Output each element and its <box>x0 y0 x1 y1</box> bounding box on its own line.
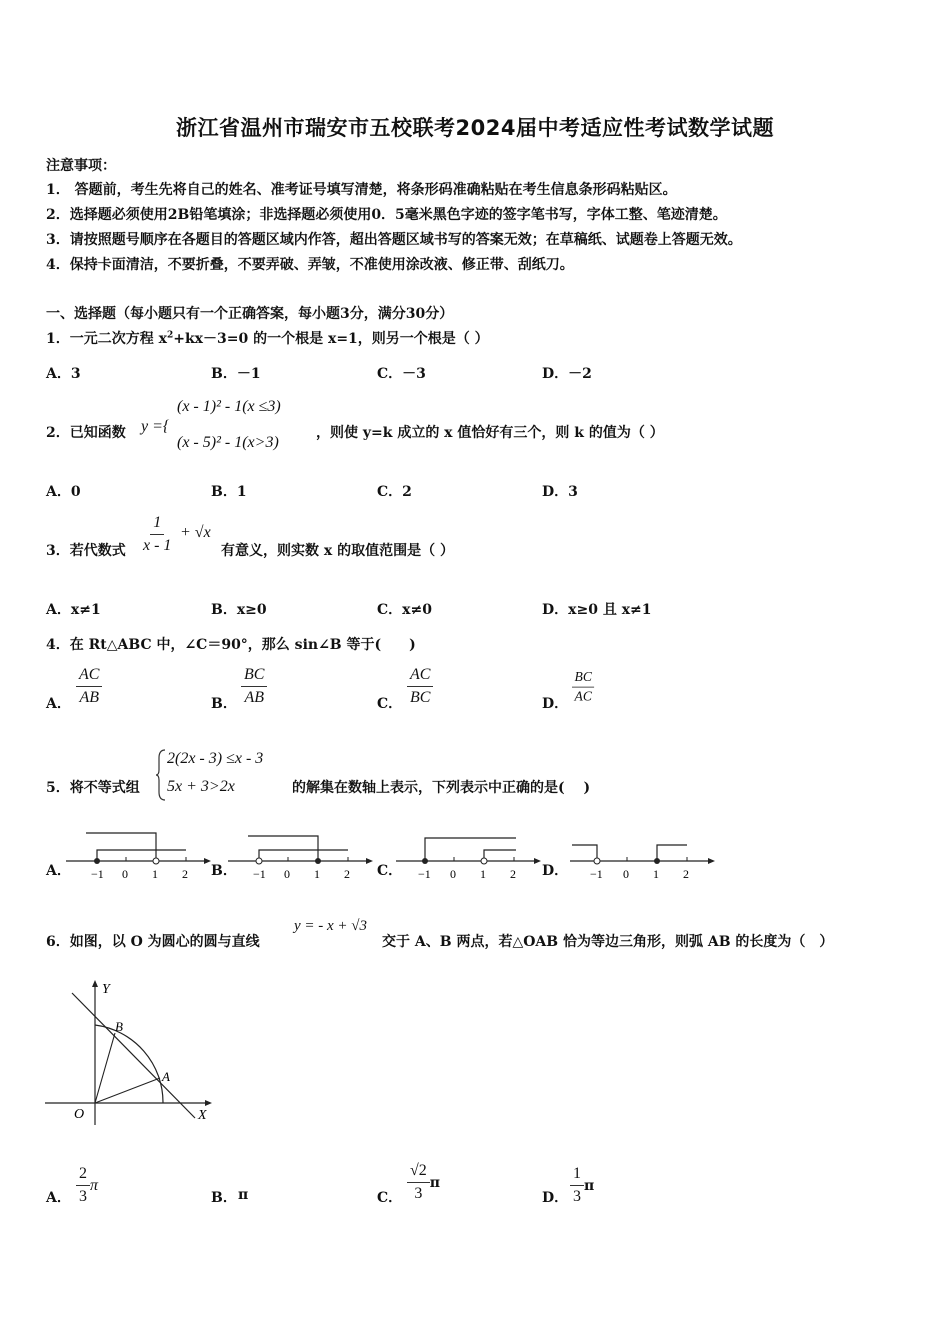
q1-stem: 1．一元二次方程 $x^2+kx-3=0$ 的一个根是 x=1，则另一个根是（ ） <box>46 330 489 347</box>
q1-option-d: D．－2 <box>542 366 592 382</box>
q2-option-a: A．0 <box>46 484 81 500</box>
q6-option-c-letter: C． <box>377 1190 403 1206</box>
tick-label: 1 <box>314 867 320 881</box>
tick-label: 0 <box>284 867 290 881</box>
q6-line-eq: y = - x + √3 <box>294 918 368 934</box>
q4-option-d-letter: D． <box>542 696 569 712</box>
tick-label: 1 <box>152 867 158 881</box>
q5-numberline-a <box>66 828 211 884</box>
origin-label: O <box>74 1107 85 1122</box>
tick-label: 0 <box>450 867 456 881</box>
q3-stem-post: 有意义，则实数 x 的取值范围是（ ） <box>221 543 454 559</box>
tick-label: 1 <box>480 867 486 881</box>
q6-stem-post: 交于 A、B 两点，若△OAB 恰为等边三角形，则弧 AB 的长度为（ ） <box>382 934 834 950</box>
notice-item-4: 4．保持卡面清洁，不要折叠，不要弄破、弄皱，不准使用涂改液、修正带、刮纸刀。 <box>46 257 574 273</box>
q1-option-b: B．－1 <box>211 366 261 382</box>
point-b-label: B <box>115 1019 123 1034</box>
q4-option-d-fraction: $\frac{BC}{AC}$ <box>572 668 594 706</box>
q3-sqrt: + √x <box>180 524 211 541</box>
q2-option-d: D．3 <box>542 484 578 500</box>
tick-label: −1 <box>253 867 266 881</box>
page-title: 浙江省温州市瑞安市五校联考2024届中考适应性考试数学试题 <box>176 116 774 140</box>
notice-item-2: 2．选择题必须使用2B铅笔填涂；非选择题必须使用0．5毫米黑色字迹的签字笔书写，字体工整、笔迹清楚。 <box>46 207 727 223</box>
q4-option-c-fraction: $\frac{AC}{BC}$ <box>407 664 433 709</box>
q3-stem-pre: 3．若代数式 <box>46 543 126 559</box>
q4-option-c-letter: C． <box>377 696 403 712</box>
tick-label: 2 <box>344 867 350 881</box>
q6-option-c-value: $\frac{√2}{3}$ π <box>407 1160 440 1205</box>
q6-option-d-value: $\frac{1}{3}$ π <box>570 1163 594 1208</box>
q5-numberline-d <box>570 828 715 884</box>
q6-option-a-value: $\frac{2}{3}$ π <box>76 1163 98 1208</box>
q2-case-1: (x - 1)² - 1(x ≤3) <box>177 398 281 415</box>
q1-option-a: A．3 <box>46 366 81 382</box>
q2-y-eq: y ={ <box>141 418 170 435</box>
q5-brace <box>155 748 167 802</box>
q4-stem: 4．在 Rt△ABC 中，∠C＝90°，那么 sin∠B 等于( ) <box>46 637 416 653</box>
axis-label-y: Y <box>102 982 110 997</box>
tick-label: 1 <box>653 867 659 881</box>
q5-stem-post: 的解集在数轴上表示，下列表示中正确的是( ) <box>292 780 591 796</box>
q2-option-c: C．2 <box>377 484 412 500</box>
q5-stem-pre: 5．将不等式组 <box>46 780 140 796</box>
q6-option-b-letter: B． <box>211 1190 237 1206</box>
q3-option-d: D．x≥0 且 x≠1 <box>542 602 652 618</box>
q2-stem-post: ，则使 y=k 成立的 x 值恰好有三个，则 k 的值为（ ） <box>316 425 664 441</box>
q1-option-c: C．－3 <box>377 366 426 382</box>
q3-option-c: C．x≠0 <box>377 602 432 618</box>
section-heading: 一、选择题（每小题只有一个正确答案，每小题3分，满分30分） <box>46 306 454 322</box>
q6-option-b-value: π <box>238 1187 249 1203</box>
q6-figure <box>40 975 220 1125</box>
q4-option-a-fraction: $\frac{AC}{AB}$ <box>76 664 102 709</box>
tick-label: 2 <box>510 867 516 881</box>
q2-case-2: (x - 5)² - 1(x>3) <box>177 434 279 451</box>
q5-numberline-b <box>228 828 373 884</box>
tick-label: −1 <box>418 867 431 881</box>
q3-option-b: B．x≥0 <box>211 602 267 618</box>
tick-label: 2 <box>182 867 188 881</box>
q5-option-b-letter: B． <box>211 863 237 879</box>
q6-stem-pre: 6．如图，以 O 为圆心的圆与直线 <box>46 934 260 950</box>
q5-option-c-letter: C． <box>377 863 403 879</box>
tick-label: −1 <box>590 867 603 881</box>
q5-option-d-letter: D． <box>542 863 569 879</box>
q2-option-b: B．1 <box>211 484 247 500</box>
q4-option-a-letter: A． <box>46 696 71 712</box>
q5-ineq-1: 2(2x - 3) ≤x - 3 <box>167 750 264 767</box>
q2-stem-pre: 2．已知函数 <box>46 425 126 441</box>
q5-numberline-c <box>396 828 541 884</box>
notice-heading: 注意事项： <box>46 158 116 174</box>
tick-label: −1 <box>91 867 104 881</box>
q6-option-d-letter: D． <box>542 1190 569 1206</box>
notice-item-1: 1． 答题前，考生先将自己的姓名、准考证号填写清楚，将条形码准确粘贴在考生信息条形码粘贴区。 <box>46 182 677 198</box>
q5-ineq-2: 5x + 3>2x <box>167 778 235 795</box>
q4-option-b-letter: B． <box>211 696 237 712</box>
notice-item-3: 3．请按照题号顺序在各题目的答题区域内作答，超出答题区域书写的答案无效；在草稿纸、试题卷上答题无效。 <box>46 232 742 248</box>
tick-label: 2 <box>683 867 689 881</box>
q3-option-a: A．x≠1 <box>46 602 101 618</box>
point-a-label: A <box>162 1069 170 1084</box>
q4-option-b-fraction: $\frac{BC}{AB}$ <box>241 664 267 709</box>
tick-label: 0 <box>122 867 128 881</box>
axis-label-x: X <box>198 1108 207 1123</box>
q5-option-a-letter: A． <box>46 863 71 879</box>
q3-fraction: $\frac{1}{x - 1}$ <box>143 514 172 554</box>
q6-option-a-letter: A． <box>46 1190 71 1206</box>
tick-label: 0 <box>623 867 629 881</box>
